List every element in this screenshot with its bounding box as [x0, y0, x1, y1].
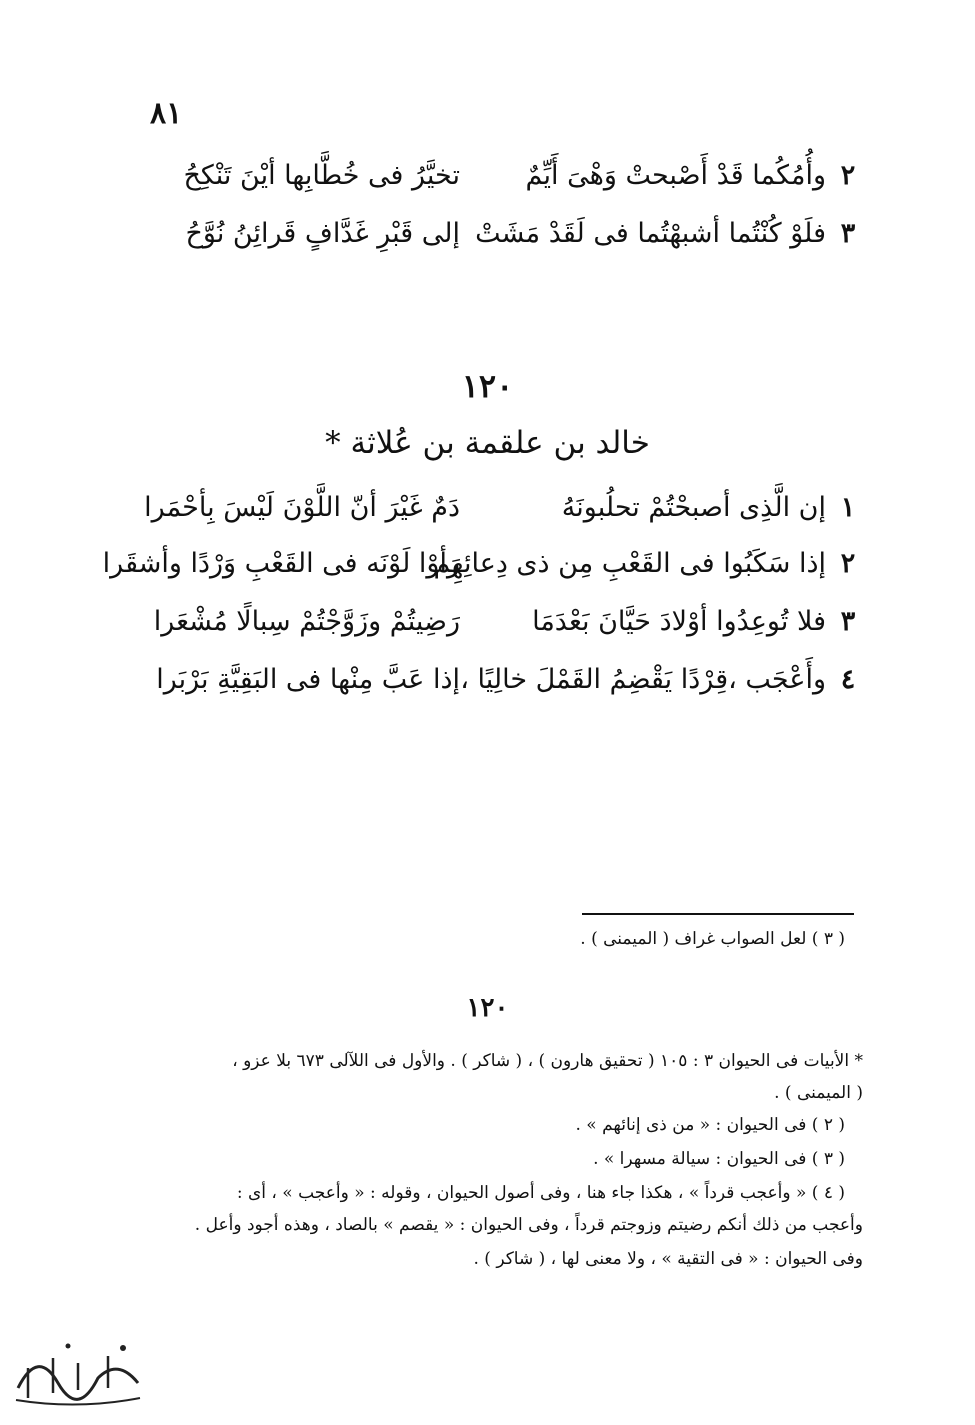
- publisher-logo: [8, 1328, 148, 1410]
- verse-number: ١: [840, 492, 856, 523]
- verse-3: [135, 596, 870, 648]
- verse-2: [102, 538, 870, 590]
- poem-number: ١٢٠: [461, 367, 514, 405]
- note-line: ( الميمنى ) .: [774, 1083, 863, 1103]
- note-line: وأعجب من ذلك أنكم رضيتم وزوجتم قرداً ، وفى الحيوان : « يقصم » بالصاد ، وهذه أجود وأعل .: [194, 1215, 863, 1235]
- verse-hemistich-first: إن الَّذِى أصبحْتُمْ تحلُبونَهُ: [561, 492, 826, 523]
- verse-hemistich-first: إذا سَكَبُوا فى القَعْبِ مِن ذى دِعائِهِم: [433, 548, 826, 579]
- verse-hemistich-second: رَضِيتُمْ وزَوَّجْتُمْ سِبالًا مُشْعَرا: [153, 606, 460, 637]
- prev-verse-2: [135, 150, 870, 202]
- verse-4: [135, 654, 870, 706]
- poet-heading: خالد بن علقمة بن عُلاثة *: [325, 425, 650, 461]
- verse-hemistich-second: دَمٌ غَيْرَ أنّ اللَّوْنَ لَيْسَ بِأحْمَرا: [144, 492, 460, 523]
- note-line: * الأبيات فى الحيوان ٣ : ١٠٥ ( تحقيق هارون ) ، ( شاكر ) . والأول فى اللآلى ٦٧٣ بلا عزو ،: [232, 1051, 863, 1071]
- verse-1: [135, 482, 870, 534]
- verse-hemistich-second: تخيَّرُ فى خُطَّابِها أيْنَ تَنْكِحُ: [183, 160, 460, 191]
- verse-hemistich-first: فلَوْ كُنْتُما أشبهْتُما فى لَقَدْ مَشَتْ: [475, 218, 826, 249]
- verse-hemistich-first: وأُمُكُما قَدْ أَصْبحتْ وَهْىَ أَيِّمٌ: [525, 160, 826, 191]
- note-line: ( ٣ ) فى الحيوان : سيالة مسهرا » .: [593, 1149, 845, 1169]
- note-line: وفى الحيوان : « فى التقية » ، ولا معنى لها ، ( شاكر ) .: [473, 1249, 863, 1269]
- verse-number: ٢: [840, 548, 856, 579]
- notes-number: ١٢٠: [466, 993, 509, 1023]
- verse-hemistich-first: وأَعْجَب ،قِرْدًا يَقْضِمُ القَمْلَ خالِيًا ،: [460, 664, 826, 695]
- verse-hemistich-second: إلى قَبْرِ غَدَّافٍ قَرائِنُ نُوَّحُ: [185, 218, 460, 249]
- page-number: ٨١: [150, 96, 183, 131]
- verse-number: ٣: [840, 606, 856, 637]
- footnote-divider: [582, 913, 854, 915]
- verse-number: ٣: [840, 218, 856, 249]
- verse-hemistich-second: إذا عَبَّ مِنْها فى البَقِيَّةِ بَرْبَرا: [156, 664, 460, 695]
- prev-verse-3: [135, 208, 870, 260]
- note-line: ( ٢ ) فى الحيوان : « من ذى إنائهم » .: [575, 1115, 845, 1135]
- footnote-previous: ( ٣ ) لعل الصواب غراف ( الميمنى ) .: [580, 929, 845, 949]
- note-line: ( ٤ ) « وأعجب قرداً » ، هكذا جاء هنا ، وفى أصول الحيوان ، وقوله : « وأعجب » ، أى :: [236, 1183, 845, 1203]
- verse-hemistich-second: رَأوْا لَوْنَه فى القَعْبِ وَرْدًا وأشقَرا: [102, 548, 460, 579]
- verse-hemistich-first: فلا تُوعِدُوا أوْلادَ حَيَّانَ بَعْدَمَا: [532, 606, 826, 637]
- verse-number: ٤: [840, 664, 856, 695]
- verse-number: ٢: [840, 160, 856, 191]
